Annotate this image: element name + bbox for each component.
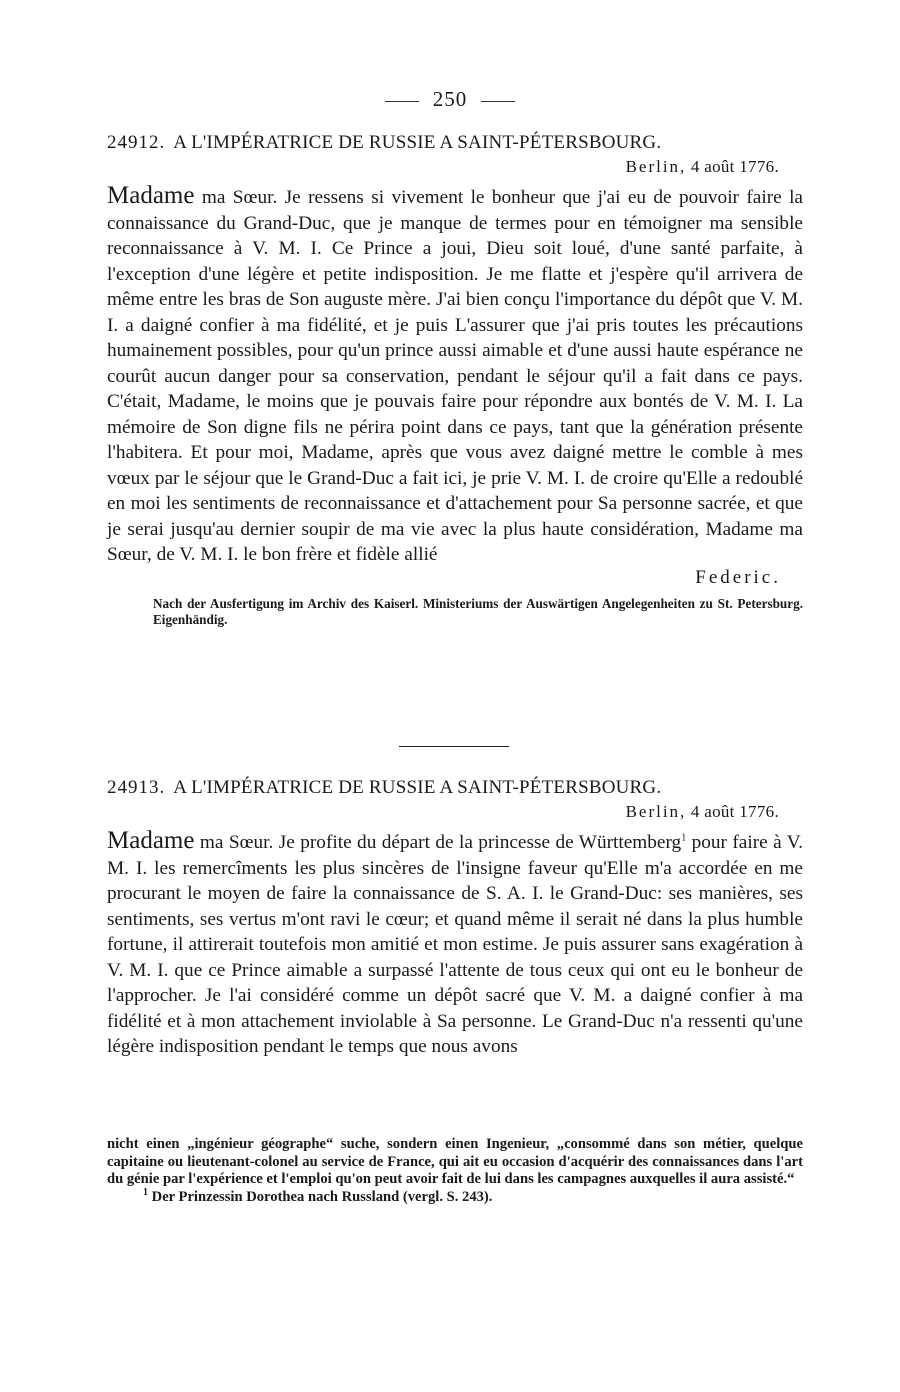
footnote-1-text: Der Prinzessin Dorothea nach Russland (vergl. S. 243).	[148, 1188, 493, 1205]
letter-title: A L'IMPÉRATRICE DE RUSSIE A SAINT-PÉTERSBOURG.	[173, 777, 662, 798]
source-note: Nach der Ausfertigung im Archiv des Kaiserl. Ministeriums der Auswärtigen Angelegenheiten zu St. Petersburg. Eigenhändig.	[153, 595, 803, 627]
letter-opening: Madame	[107, 182, 195, 209]
letter-heading	[107, 131, 803, 155]
page-number: 250	[432, 87, 468, 111]
footnote-1	[107, 1186, 803, 1207]
page-number-line	[0, 87, 900, 112]
letter-body-text-part2: pour faire à V. M. I. les remercîments les plus sincères de l'insigne faveur qu'Elle m'a accordée en me procurant le moyen de faire la connaissance de S. A. I. le Grand-Duc: ses manières, ses sentiments, ses vertus m'ont ravi le cœur; et quand même il serait né dans la plus humble fortune, il attirerait toutefois mon amitié et mon estime. Je puis assurer sans exagération à V. M. I. que ce Prince aimable a surpassé l'attente de tous ceux qui ont eu le bonheur de l'approcher. Je l'ai considéré comme un dépôt sacré que V. M. a daigné confier à ma fidélité et à mon attachement inviolable à Sa personne. Le Grand-Duc n'a ressenti qu'une légère indisposition pendant le temps que nous avons	[107, 832, 803, 1057]
letter-number: 24913.	[107, 777, 166, 798]
footnote-continuation: nicht einen „ingénieur géographe“ suche, sondern einen Ingenieur, „consommé dans son métier, quelque capitaine ou lieutenant-colonel au service de France, qui ait eu occasion d'acquérir des connaissances dans l'art du génie par l'expérience et l'emploi qu'on peut avoir fait de lui dans les campagnes auxquelles il aura assisté.“	[107, 1136, 803, 1187]
letter-dateline	[107, 800, 803, 824]
section-divider	[399, 746, 509, 747]
letter-body-text-part1: ma Sœur. Je profite du départ de la princesse de Württemberg	[194, 832, 682, 853]
letter-date: 4 août 1776.	[690, 157, 779, 176]
letter-number: 24912.	[107, 132, 166, 153]
footnotes	[107, 1136, 803, 1206]
letter-place: Berlin,	[625, 157, 687, 176]
letter-signature: Federic.	[695, 566, 781, 588]
letter-place: Berlin,	[625, 802, 687, 821]
footnote-reference: 1	[681, 832, 687, 844]
page-number-dash-left	[385, 101, 419, 102]
letter-dateline	[107, 155, 803, 179]
letter-body	[107, 183, 803, 568]
letter-body	[107, 828, 803, 1060]
page-number-dash-right	[481, 101, 515, 102]
letter-heading	[107, 776, 803, 800]
letter-opening: Madame	[107, 827, 195, 854]
footnote-mark: 1	[143, 1186, 148, 1198]
letter-title: A L'IMPÉRATRICE DE RUSSIE A SAINT-PÉTERSBOURG.	[173, 132, 662, 153]
letter-24913	[107, 776, 803, 1060]
letter-body-text: ma Sœur. Je ressens si vivement le bonheur que j'ai eu de pouvoir faire la connaissance du Grand-Duc, que je manque de termes pour en témoigner ma sensible reconnaissance à V. M. I. Ce Prince a joui, Dieu soit loué, d'une santé parfaite, à l'exception d'une légère et petite indisposition. Je me flatte et j'espère qu'il arrivera de même entre les bras de Son auguste mère. J'ai bien conçu l'importance du dépôt que V. M. I. a daigné confier à ma fidélité, et je puis L'assurer que j'ai pris toutes les précautions humainement possibles, pour qu'un prince aussi aimable et d'une aussi haute espérance ne courût aucun danger pour sa conservation, pendant le séjour qu'il a fait dans ce pays. C'était, Madame, le moins que je pouvais faire pour répondre aux bontés de V. M. I. La mémoire de Son digne fils ne périra point dans ce pays, tant que la génération présente l'habitera. Et pour moi, Madame, après que vous avez daigné mettre le comble à mes vœux par le séjour que le Grand-Duc a fait ici, je prie V. M. I. de croire qu'Elle a redoublé en moi les sentiments de reconnaissance et d'attachement pour Sa personne sacrée, et que je serai jusqu'au dernier soupir de ma vie avec la plus haute considération, Madame ma Sœur, de V. M. I. le bon frère et fidèle allié	[107, 187, 803, 565]
letter-date: 4 août 1776.	[690, 802, 779, 821]
letter-24912	[107, 131, 803, 628]
